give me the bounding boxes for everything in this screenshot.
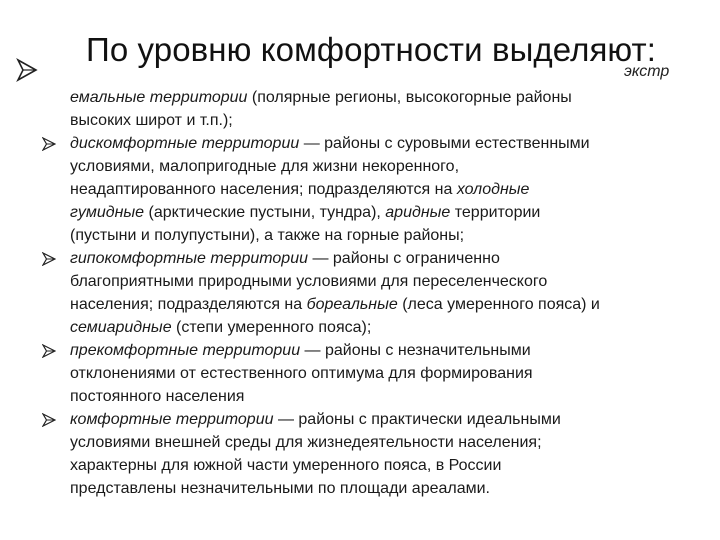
bullet-arrow-icon: [42, 252, 56, 266]
italic-term: бореальные: [306, 296, 398, 313]
text-segment: условиями, малопригодные для жизни некоренного,: [70, 158, 460, 175]
text-line: [70, 385, 682, 408]
text-segment: условиями внешней среды для жизнедеятельности населения;: [70, 434, 542, 451]
bullet-arrow-icon: [42, 413, 56, 427]
text-segment: постоянного населения: [70, 388, 245, 405]
text-line: [70, 224, 682, 247]
text-segment: (полярные регионы, высокогорные районы: [247, 89, 572, 106]
text-segment: (пустыни и полупустыни), а также на горные районы;: [70, 227, 465, 244]
text-segment: неадаптированного населения; подразделяются на: [70, 181, 457, 198]
italic-term: дискомфортные территории: [70, 135, 300, 152]
italic-term: емальные территории: [70, 89, 248, 106]
slide-title: По уровню комфортности выделяют:: [86, 31, 657, 68]
text-segment: (степи умеренного пояса);: [171, 319, 372, 336]
bullet-arrow-icon: [42, 137, 56, 151]
text-segment: — районы с суровыми естественными: [299, 135, 590, 152]
text-segment: (леса умеренного пояса) и: [397, 296, 600, 313]
list-item: [0, 132, 682, 247]
text-line: [70, 86, 682, 109]
list-item: [0, 86, 682, 132]
text-segment: населения; подразделяются на: [70, 296, 307, 313]
text-line: [70, 339, 682, 362]
italic-term: аридные: [385, 204, 451, 221]
list-item: [0, 247, 682, 339]
text-line: [70, 477, 682, 500]
text-line: [70, 293, 682, 316]
text-segment: — районы с практически идеальными: [273, 411, 561, 428]
text-segment: — районы с незначительными: [300, 342, 531, 359]
text-segment: отклонениями от естественного оптимума для формирования: [70, 365, 533, 382]
list-item: [0, 339, 682, 408]
italic-term: комфортные территории: [70, 411, 274, 428]
title-bullet-arrow-icon: [16, 58, 38, 87]
list-item: [0, 408, 682, 500]
text-line: [70, 109, 682, 132]
text-line: [70, 316, 682, 339]
italic-term: холодные: [456, 181, 530, 198]
bullet-arrow-icon: [42, 344, 56, 358]
text-line: [70, 408, 682, 431]
italic-term: гипокомфортные территории: [70, 250, 308, 267]
text-line: [70, 155, 682, 178]
text-line: [70, 201, 682, 224]
text-line: [70, 431, 682, 454]
text-line: [70, 270, 682, 293]
text-segment: характерны для южной части умеренного пояса, в России: [70, 457, 502, 474]
overflow-word: экстр: [624, 63, 670, 80]
text-line: [70, 178, 682, 201]
text-line: [70, 132, 682, 155]
text-line: [70, 362, 682, 385]
italic-term: гумидные: [70, 204, 145, 221]
italic-term: семиаридные: [70, 319, 172, 336]
text-segment: — районы с ограниченно: [308, 250, 500, 267]
italic-term: прекомфортные территории: [70, 342, 301, 359]
text-segment: благоприятными природными условиями для переселенческого: [70, 273, 548, 290]
text-segment: представлены незначительными по площади ареалами.: [70, 480, 490, 497]
text-segment: территории: [450, 204, 541, 221]
text-segment: (арктические пустыни, тундра),: [144, 204, 386, 221]
text-line: [70, 247, 682, 270]
text-line: [70, 454, 682, 477]
text-segment: высоких широт и т.п.);: [70, 112, 233, 129]
